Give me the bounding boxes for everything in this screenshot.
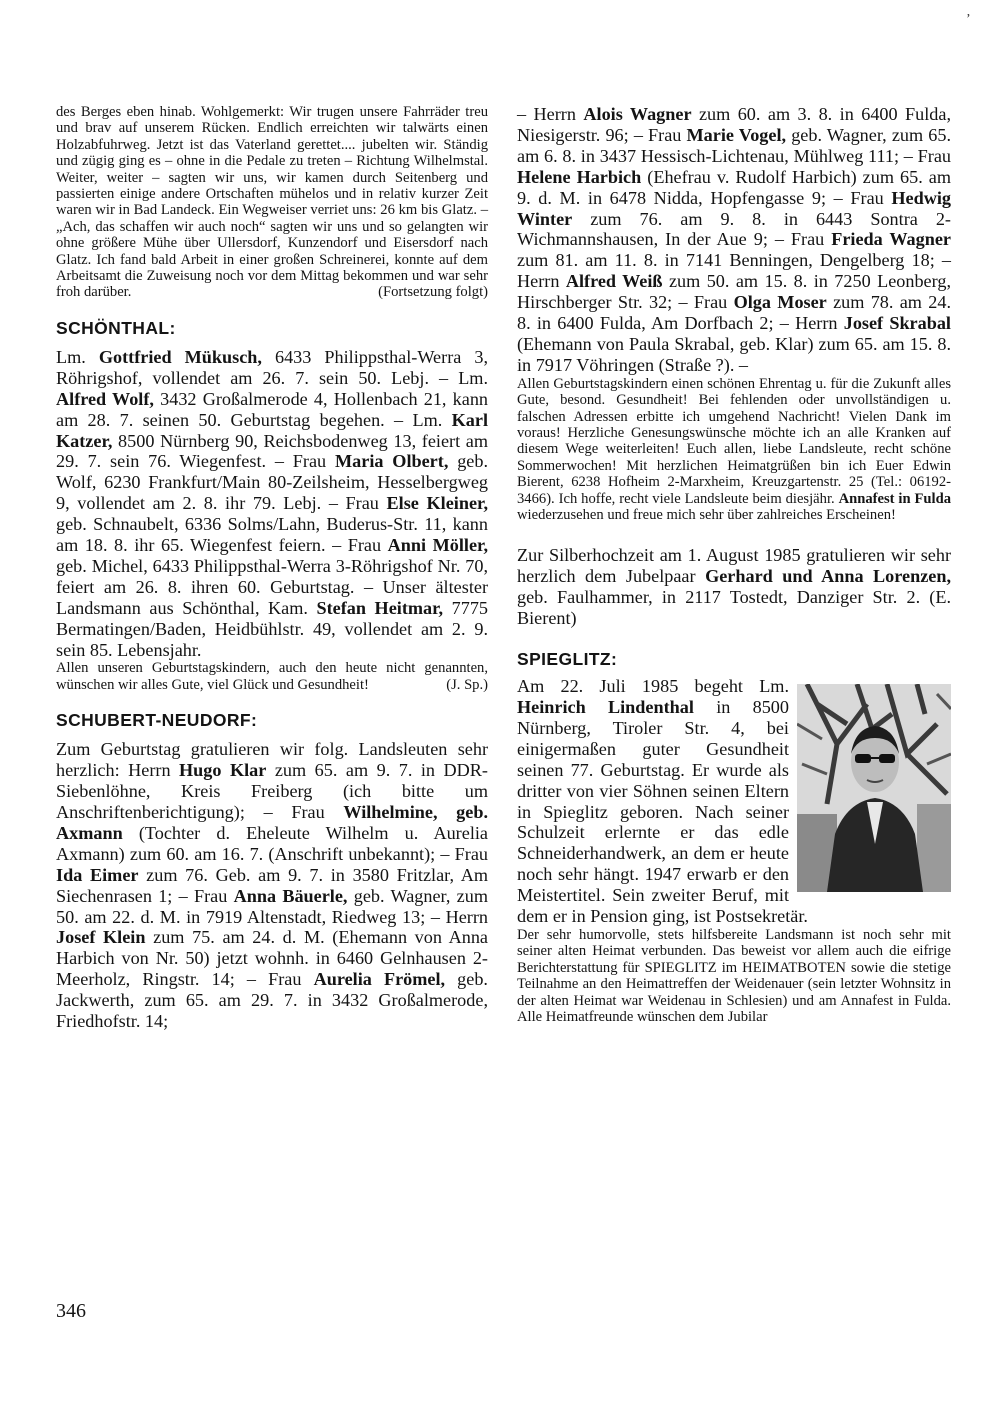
person-name: Josef Skrabal (843, 313, 951, 334)
person-name: Josef Klein (56, 927, 146, 948)
person-name: Aurelia Frömel, (313, 969, 446, 990)
person-name: Olga Moser (733, 292, 827, 313)
text-run: wiederzusehen und freue mich sehr über zahlreiches Erscheinen! (517, 507, 896, 524)
person-name: Hedwig Winter (517, 187, 951, 229)
person-name: Maria Olbert, (334, 451, 449, 472)
person-name: Gottfried Mükusch, (98, 346, 262, 367)
section-heading-schoenthal: SCHÖNTHAL: (56, 317, 176, 338)
text-run: zum 65. am 9. 7. in DDR-Siebenlöhne, Kreis Freiberg (ich bitte um Anschriftenberichtigung); – Frau (56, 760, 488, 822)
silver-wedding-paragraph (517, 545, 951, 629)
text-run: geb. Jackwerth, zum 65. am 29. 7. in 3432 Großalmerode, Friedhofstr. 14; (56, 969, 488, 1032)
text-run: zum 76. Geb. am 9. 7. in 3580 Fritzlar, Am Siechenrasen 1; – Frau (56, 864, 488, 906)
page-number: 346 (56, 1300, 86, 1322)
text-run: 3432 Großalmerode 4, Hollenbach 21, kann am 28. 7. seinen 50. Geburtstag begehen. – Lm. (56, 388, 489, 430)
person-name: Marie Vogel, (686, 124, 787, 145)
story-text: des Berges eben hinab. Wohlgemerkt: Wir trugen unsere Fahrräder treu und brav auf unserem Rücken. Endlich erreichten wir talwärts einen Holzabfuhrweg. Jetzt ist das Vaterland gerettet.... jubelten wir. Ständig und zügig ging es – ohne in die Pedale zu treten – Richtung Wilhelmstal. Weiter, weiter – sagten wir uns, wir kamen durch Seitenberg und passierten einige andere Ortschaften mühelos und in relativ kurzer Zeit waren wir in Bad Landeck. Ein Wegweiser verriet uns: 26 km bis Glatz. – „Ach, das schaffen wir auch noch“ sagten wir uns und so gelangten wir ohne größere Mühe über Ullersdorf, Kunzendorf und Eisersdorf nach Glatz. Ich fand bald Arbeit in einer großen Schreinerei, konnte auf dem Arbeitsamt die Zuweisung noch vor dem Mittag bekommen und war sehr froh darüber. (56, 104, 488, 301)
text-run: zum 75. am 24. d. M. (Ehemann von Anna Harbich von Nr. 50) jetzt wohnh. in 6460 Gelnhausen 2-Meerholz, Ringstr. 14; – Frau (56, 927, 488, 990)
text-run: geb. Wagner, zum 50. am 22. d. M. in 7919 Altenstadt, Riedweg 13; – Herrn (56, 885, 488, 927)
closing-text: Der sehr humorvolle, stets hilfsbereite Landsmann ist noch sehr mit seiner alten Heimat verbunden. Das beweist vor allem auch die eifrige Berichterstattung für SPIEGLITZ im HEIMATBOTEN sowie die stetige Teilnahme an den Heimattreffen der Weidenauer (sein letzter Wohnsitz in der alten Heimat war Weidenau in Schlesien) und am Annafest in Fulda. Alle Heimatfreunde wünschen dem Jubilar (517, 926, 951, 1025)
text-run: 8500 Nürnberg 90, Reichsbodenweg 13, feiert am 29. 7. sein 76. Wiegenfest. – Frau (56, 430, 488, 472)
person-name: Alois Wagner (583, 104, 692, 124)
story-continuation (56, 104, 488, 301)
text-run: zum 60. am 3. 8. in 6400 Fulda, Niesigerstr. 96; – Frau (517, 104, 952, 145)
section-heading-spieglitz: SPIEGLITZ: (517, 649, 618, 670)
person-name: Heinrich Lindenthal (517, 696, 694, 717)
text-run: zum 81. am 11. 8. in 7141 Benningen, Dengelberg 18; – Herrn (517, 250, 951, 292)
right-column (517, 104, 951, 1025)
person-name: Stefan Heitmar, (316, 597, 444, 618)
schubert-birthdays (56, 739, 488, 1032)
person-name: Hugo Klar (179, 760, 267, 781)
closing-text: Allen unseren Geburtstagskindern, auch den heute nicht genannten, wünschen wir alles Gute, viel Glück und Gesundheit! (56, 660, 488, 693)
person-name: Gerhard und Anna Lorenzen, (705, 566, 951, 587)
person-name: Wilhelmine, geb. Axmann (56, 802, 488, 843)
corner-mark: ’ (966, 12, 971, 27)
text-run: geb. Michel, 6433 Philippsthal-Werra 3-Röhrigshof Nr. 70, feiert am 26. 8. ihren 60. Geburtstag. – Unser ältester Landsmann aus Schönthal, Kam. (56, 555, 488, 618)
person-name: Anna Bäuerle, (233, 885, 348, 906)
text-run: (Ehemann von Paula Skrabal, geb. Klar) zum 65. am 15. 8. in 7917 Vöhringen (Straße ?). – (517, 333, 951, 375)
text-run: geb. Wolf, 6230 Frankfurt/Main 80-Zeilsheim, Hesselbergweg 9, vollendet am 2. 8. ihr 79. Lebj. – Frau (56, 451, 489, 514)
person-name: Anni Möller, (387, 535, 488, 556)
person-name: Alfred Weiß (565, 271, 663, 292)
continued-note: (Fortsetzung folgt) (378, 284, 488, 301)
spieglitz-closing (517, 927, 951, 1025)
greeting-paragraph (517, 376, 951, 524)
person-name: Frieda Wagner (831, 229, 951, 250)
text-run: Am 22. Juli 1985 begeht Lm. (517, 676, 789, 697)
left-column (56, 104, 488, 1032)
signature: (J. Sp.) (446, 676, 488, 693)
section-heading-schubert-neudorf: SCHUBERT-NEUDORF: (56, 710, 258, 731)
text-run: zum 76. am 9. 8. in 6443 Sontra 2-Wichmannshausen, In der Aue 9; – Frau (517, 208, 951, 250)
text-run: Allen Geburtstagskindern einen schönen Ehrentag u. für die Zukunft alles Gute, besond. Gesundheit! Bei fehlenden oder unvollständigen u. falschen Adressen erbitte ich umgehend Nachricht! Vielen Dank im voraus! Herzliche Genesungswünsche möchte ich an alle Kranken auf diesem Wege weiterleiten! Euch allen, liebe Landsleute, recht schöne Sommerwochen! Mit herzlichen Heimatgrüßen bin ich Euer Edwin Bierent, 6238 Hofheim 2-Marxheim, Kreuzgartenstr. 25 (Tel.: 06192-3466). Ich hoffe, recht viele Landsleute beim diesjähr. (517, 375, 951, 507)
text-run: 6433 Philippsthal-Werra 3, Röhrigshof, vollendet am 26. 7. sein 50. Lebj. – Lm. (56, 346, 488, 388)
text-run: 7775 Bermatingen/Baden, Heidbühlstr. 49, vollendet am 2. 9. sein 85. Lebensjahr. (56, 597, 489, 660)
text-run: zum 50. am 15. 8. in 7250 Leonberg, Hirschberger Str. 32; – Frau (517, 271, 951, 313)
text-run: – Herrn (517, 104, 584, 124)
person-name: Ida Eimer (56, 864, 139, 885)
text-run: geb. Wagner, zum 65. am 6. 8. in 3437 Hessisch-Lichtenau, Mühlweg 111; – Frau (517, 124, 951, 166)
text-run: in 8500 Nürnberg, Tiroler Str. 4, bei einigermaßen guter Gesundheit seinen 77. Geburtstag. Er wurde als dritter von vier Söhnen seinen Eltern in Spieglitz geboren. Nach seiner Schulzeit erlernte er das edle Schneiderhandwerk, an dem er heute noch sehr hängt. 1947 erwarb er den Meistertitel. Sein zweiter Beruf, mit dem er in Pension ging, ist Postsekretär. (517, 696, 808, 927)
person-name: Else Kleiner, (386, 493, 488, 514)
portrait-photo (797, 684, 951, 892)
portrait-image (797, 684, 951, 892)
person-name: Alfred Wolf, (56, 388, 154, 409)
text-run: Lm. (56, 346, 99, 367)
text-run: Zum Geburtstag gratulieren wir folg. Landsleuten sehr herzlich: Herrn (56, 739, 488, 781)
text-run: zum 78. am 24. 8. in 6400 Fulda, Am Dorfbach 2; – Herrn (517, 292, 951, 334)
text-run: geb. Faulhammer, in 2117 Tostedt, Danziger Str. 2. (E. Bierent) (517, 587, 951, 629)
text-run: (Ehefrau v. Rudolf Harbich) zum 65. am 9. d. M. in 6478 Nidda, Hopfengasse 9; – Frau (517, 166, 952, 208)
birthday-list-continuation (517, 104, 951, 376)
schoenthal-birthdays (56, 347, 488, 661)
event-name: Annafest in Fulda (838, 490, 951, 507)
text-run: Zur Silberhochzeit am 1. August 1985 gratulieren wir sehr herzlich dem Jubelpaar (517, 545, 951, 587)
text-run: (Tochter d. Eheleute Wilhelm u. Aurelia Axmann) zum 60. am 16. 7. (Anschrift unbekannt); – Frau (56, 822, 488, 864)
text-run: geb. Schnaubelt, 6336 Solms/Lahn, Buderus-Str. 11, kann am 18. 8. ihr 65. Wiegenfest feiern. – Frau (56, 514, 488, 556)
schoenthal-closing (56, 660, 488, 693)
person-name: Helene Harbich (517, 166, 642, 187)
person-name: Karl Katzer, (56, 409, 488, 451)
